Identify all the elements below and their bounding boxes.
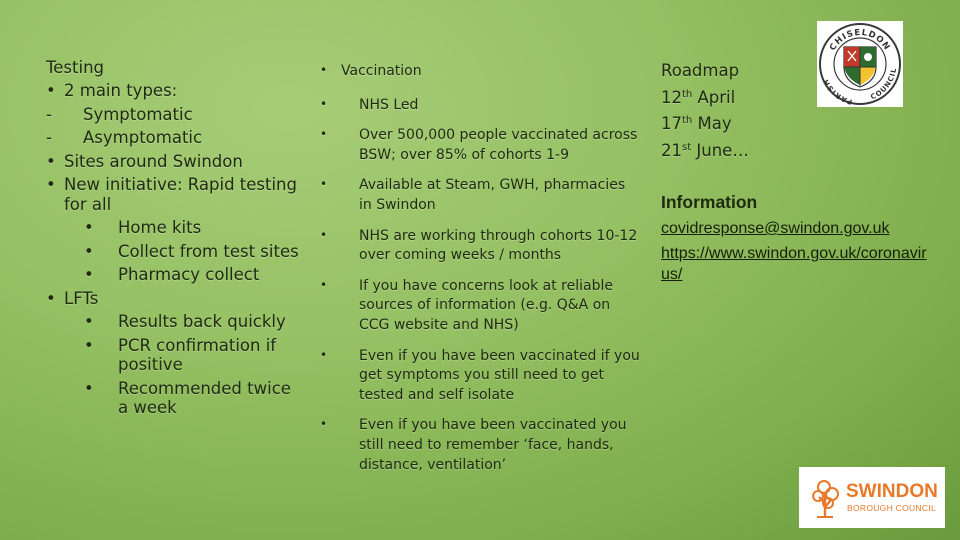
swindon-wordmark: SWINDON: [846, 481, 938, 502]
roadmap-title: Roadmap: [661, 61, 740, 80]
vaccination-item: [320, 227, 640, 266]
parish-logo-bottom-text: COUNCIL: [869, 66, 899, 102]
testing-item-text: Symptomatic: [83, 104, 193, 124]
vaccination-item: [320, 126, 640, 165]
testing-title-row: [46, 58, 306, 77]
information-section: [661, 192, 931, 285]
testing-item-text: Home kits: [118, 218, 202, 238]
testing-item-text: Sites around Swindon: [64, 151, 243, 171]
bullet-marker: •: [320, 277, 328, 292]
roadmap-month: May: [692, 114, 732, 134]
bullet-marker: •: [320, 347, 328, 362]
roadmap-month: June…: [691, 141, 749, 161]
vaccination-item: [320, 277, 640, 336]
bullet-marker: •: [84, 378, 94, 398]
testing-subitem: [46, 379, 306, 418]
bullet-marker: •: [84, 241, 94, 261]
bullet-marker: •: [46, 175, 56, 195]
email-link[interactable]: covidresponse@swindon.gov.uk: [661, 220, 890, 237]
bullet-marker: •: [84, 312, 94, 332]
vaccination-item-text: Available at Steam, GWH, pharmacies in Swindon: [359, 177, 626, 213]
testing-item-text: PCR confirmation if positive: [118, 335, 277, 375]
vaccination-item-text: NHS Led: [359, 96, 419, 113]
testing-title: Testing: [46, 58, 105, 77]
parish-council-logo: [817, 21, 903, 107]
testing-item: [46, 175, 306, 214]
testing-subitem: [46, 312, 306, 331]
bullet-marker: •: [320, 96, 328, 111]
testing-column: [46, 58, 306, 422]
vaccination-item: [320, 96, 640, 116]
vaccination-item: [320, 176, 640, 215]
testing-item-text: 2 main types:: [64, 81, 178, 101]
testing-item-text: LFTs: [64, 288, 99, 308]
borough-council-wordmark: BOROUGH COUNCIL: [847, 503, 937, 513]
roadmap-date: [661, 138, 801, 165]
bullet-marker: •: [320, 227, 328, 242]
bullet-marker: •: [320, 177, 328, 192]
roadmap-ordinal: th: [682, 115, 693, 127]
vaccination-item: [320, 416, 640, 475]
testing-item: [46, 105, 306, 124]
roadmap-ordinal: st: [682, 142, 692, 154]
bullet-marker: •: [46, 288, 56, 308]
bullet-marker: •: [84, 218, 94, 238]
testing-item: [46, 128, 306, 147]
bullet-marker: •: [84, 265, 94, 285]
bullet-marker: •: [320, 63, 328, 77]
roadmap-day: 21: [661, 141, 682, 161]
parish-logo-top-text: CHISELDON: [827, 27, 893, 53]
bullet-marker: •: [320, 417, 328, 432]
vaccination-item-text: NHS are working through cohorts 10-12 over coming weeks / months: [359, 227, 638, 264]
testing-item-text: Results back quickly: [118, 312, 286, 332]
testing-subitem: [46, 265, 306, 284]
roadmap-month: April: [692, 87, 736, 107]
vaccination-item-text: Over 500,000 people vaccinated across BSW; over 85% of cohorts 1-9: [359, 127, 638, 163]
parish-logo-left-text: PARISH: [821, 77, 854, 106]
vaccination-item-text: Even if you have been vaccinated if you get symptoms you still need to get tested and self isolate: [359, 347, 640, 403]
bullet-marker: •: [84, 335, 94, 355]
vaccination-item: [320, 347, 640, 406]
bullet-marker: •: [46, 81, 56, 101]
testing-item: [46, 152, 306, 171]
vaccination-title-row: [320, 62, 640, 82]
website-link[interactable]: https://www.swindon.gov.uk/coronavirus/: [661, 244, 927, 283]
swindon-tree-icon: [799, 467, 945, 528]
roadmap-ordinal: th: [682, 88, 693, 100]
vaccination-item-text: Even if you have been vaccinated you still need to remember ‘face, hands, distance, ventilation’: [359, 417, 627, 473]
swindon-council-logo: [799, 467, 945, 528]
parish-crest-icon: [817, 21, 903, 107]
testing-item-text: New initiative: Rapid testing for all: [64, 175, 297, 214]
testing-item-text: Collect from test sites: [118, 241, 299, 261]
testing-item-text: Asymptomatic: [83, 128, 203, 148]
vaccination-title: Vaccination: [341, 63, 422, 79]
roadmap-date: [661, 85, 801, 112]
bullet-marker: •: [320, 127, 328, 142]
testing-item-text: Pharmacy collect: [118, 265, 260, 285]
testing-item-text: Recommended twice a week: [118, 378, 291, 418]
vaccination-item-text: If you have concerns look at reliable sources of information (e.g. Q&A on CCG website and NHS): [359, 277, 613, 333]
svg-text:PARISH: [822, 77, 854, 106]
testing-item: [46, 289, 306, 308]
roadmap-day: 17: [661, 114, 682, 134]
information-heading: Information: [661, 192, 758, 212]
testing-subitem: [46, 336, 306, 375]
dash-marker: -: [46, 104, 52, 124]
roadmap-day: 12: [661, 87, 682, 107]
bullet-marker: •: [46, 151, 56, 171]
testing-item: [46, 81, 306, 100]
testing-subitem: [46, 242, 306, 261]
roadmap-section: [661, 58, 801, 165]
testing-subitem: [46, 218, 306, 237]
roadmap-date: [661, 111, 801, 138]
dash-marker: -: [46, 128, 52, 148]
vaccination-column: [320, 62, 640, 475]
